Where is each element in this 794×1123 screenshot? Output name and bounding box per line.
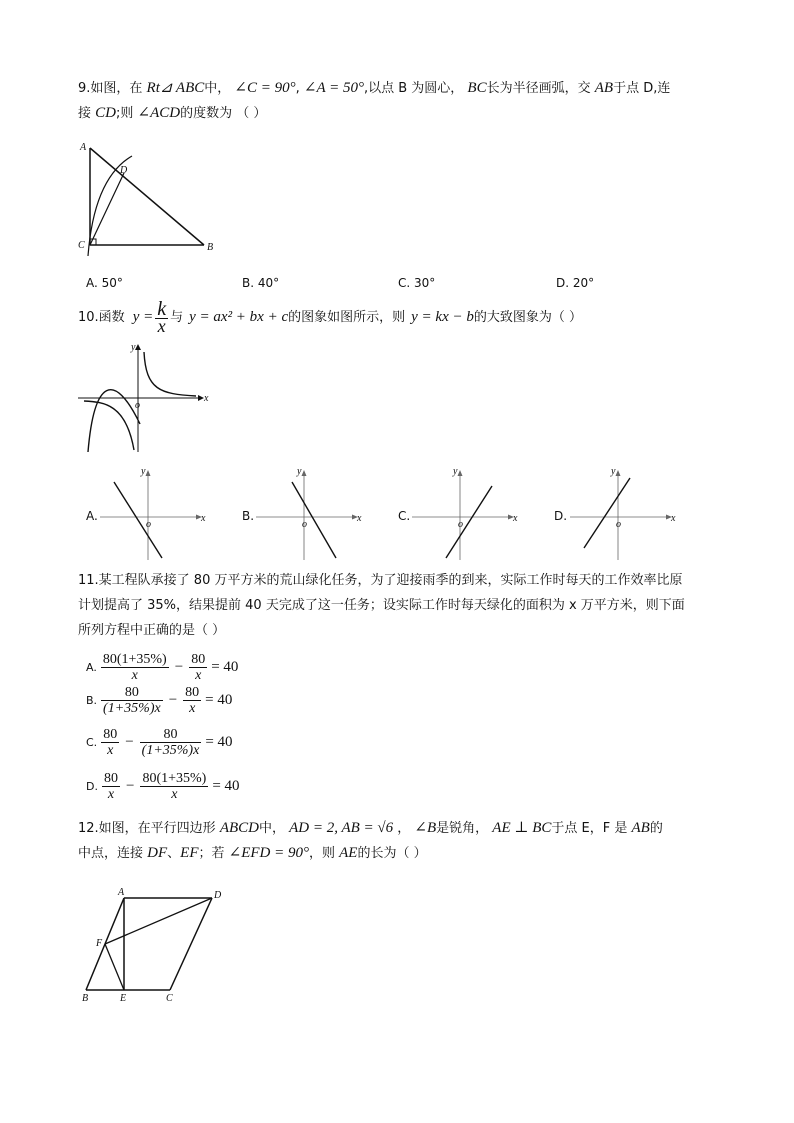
q11-option-d[interactable]: D. $\frac{80}{x}$ − $\frac{80(1+35\%)}{x}$ = 40 [86, 771, 240, 802]
q11-option-c[interactable]: C. $\frac{80}{x}$ − $\frac{80}{(1+35\%)x}$ = 40 [86, 727, 233, 758]
q10-d-x-label: x [671, 513, 676, 524]
q9-line1: 9.如图，在 Rt⊿ ABC中， ∠C = 90°, ∠A = 50°,以点 B 为圆心， BC长为半径画弧，交 AB于点 D,连 [78, 80, 671, 96]
q10-a-x-label: x [201, 513, 206, 524]
q12-label-f: F [96, 938, 103, 949]
q10-b-y-label: y [297, 466, 302, 477]
q12-label-c: C [166, 993, 173, 1004]
q9-option-c[interactable]: C. 30° [398, 276, 436, 290]
q10-option-a-graph[interactable] [100, 466, 214, 562]
q9-line2: 接 CD;则 ∠ACD的度数为 （ ） [78, 105, 267, 121]
q11-line3: 所列方程中正确的是（ ） [78, 623, 226, 638]
q9-label-c: C [78, 240, 85, 251]
q9-option-b[interactable]: B. 40° [242, 276, 280, 290]
q10-option-b-graph[interactable] [256, 466, 370, 562]
q10-option-c-label[interactable]: C. [398, 509, 411, 523]
q10-c-o-label: o [458, 519, 463, 530]
q12-label-a: A [118, 887, 125, 898]
q12-label-d: D [214, 890, 222, 901]
question-10-text: 10.函数 y = $\frac{k}{x}$ 与 y = ax² + bx + c 的图象如图所示，则 y = kx − b 的大致图象为（ ） [78, 298, 582, 336]
q9-label-a: A [80, 142, 87, 153]
q10-option-a-label[interactable]: A. [86, 509, 98, 523]
q10-option-c-graph[interactable] [412, 466, 526, 562]
q10-b-o-label: o [302, 519, 307, 530]
q11-line2: 计划提高了 35%，结果提前 40 天完成了这一任务；设实际工作时每天绿化的面积为 x 万平方米，则下面 [78, 598, 685, 613]
q9-option-a[interactable]: A. 50° [86, 276, 123, 290]
q10-option-d-label[interactable]: D. [554, 509, 568, 523]
q12-label-e: E [120, 993, 127, 1004]
q10-option-b-label[interactable]: B. [242, 509, 255, 523]
q10-main-o-label: o [135, 400, 140, 411]
q10-a-y-label: y [141, 466, 146, 477]
q10-d-o-label: o [616, 519, 621, 530]
q11-line1: 11.某工程队承接了 80 万平方米的荒山绿化任务，为了迎接雨季的到来，实际工作时每天的工作效率比原 [78, 573, 683, 588]
q10-c-y-label: y [453, 466, 458, 477]
q9-label-d: D [120, 165, 128, 176]
q10-main-y-label: y [131, 342, 136, 353]
q12-line1: 12.如图，在平行四边形 ABCD中， AD = 2, AB = √6 ， ∠B是锐角， AE ⊥ BC于点 E，F 是 AB的 [78, 820, 663, 836]
q10-c-x-label: x [513, 513, 518, 524]
question-11-text [78, 568, 728, 643]
q10-option-d-graph[interactable] [570, 466, 684, 562]
q9-label-b: B [207, 242, 214, 253]
q10-d-y-label: y [611, 466, 616, 477]
q11-option-b[interactable]: B. $\frac{80}{(1+35\%)x}$ − $\frac{80}{x}$ = 40 [86, 685, 233, 716]
q12-label-b: B [82, 993, 89, 1004]
q11-option-a[interactable]: A. $\frac{80(1+35\%)}{x}$ − $\frac{80}{x}$ = 40 [86, 652, 239, 683]
q12-line2: 中点，连接 DF、EF；若 ∠EFD = 90°，则 AE的长为（ ） [78, 845, 427, 861]
q10-a-o-label: o [146, 519, 151, 530]
q9-option-d[interactable]: D. 20° [556, 276, 595, 290]
question-12-text [78, 816, 728, 866]
question-9-text [78, 76, 728, 126]
q10-k-over-x: $\frac{k}{x}$ [157, 298, 167, 336]
q12-parallelogram-figure [76, 884, 226, 1006]
q10-main-x-label: x [204, 393, 209, 404]
q9-triangle-figure [74, 138, 224, 258]
q10-b-x-label: x [357, 513, 362, 524]
q10-main-graph [74, 340, 224, 458]
